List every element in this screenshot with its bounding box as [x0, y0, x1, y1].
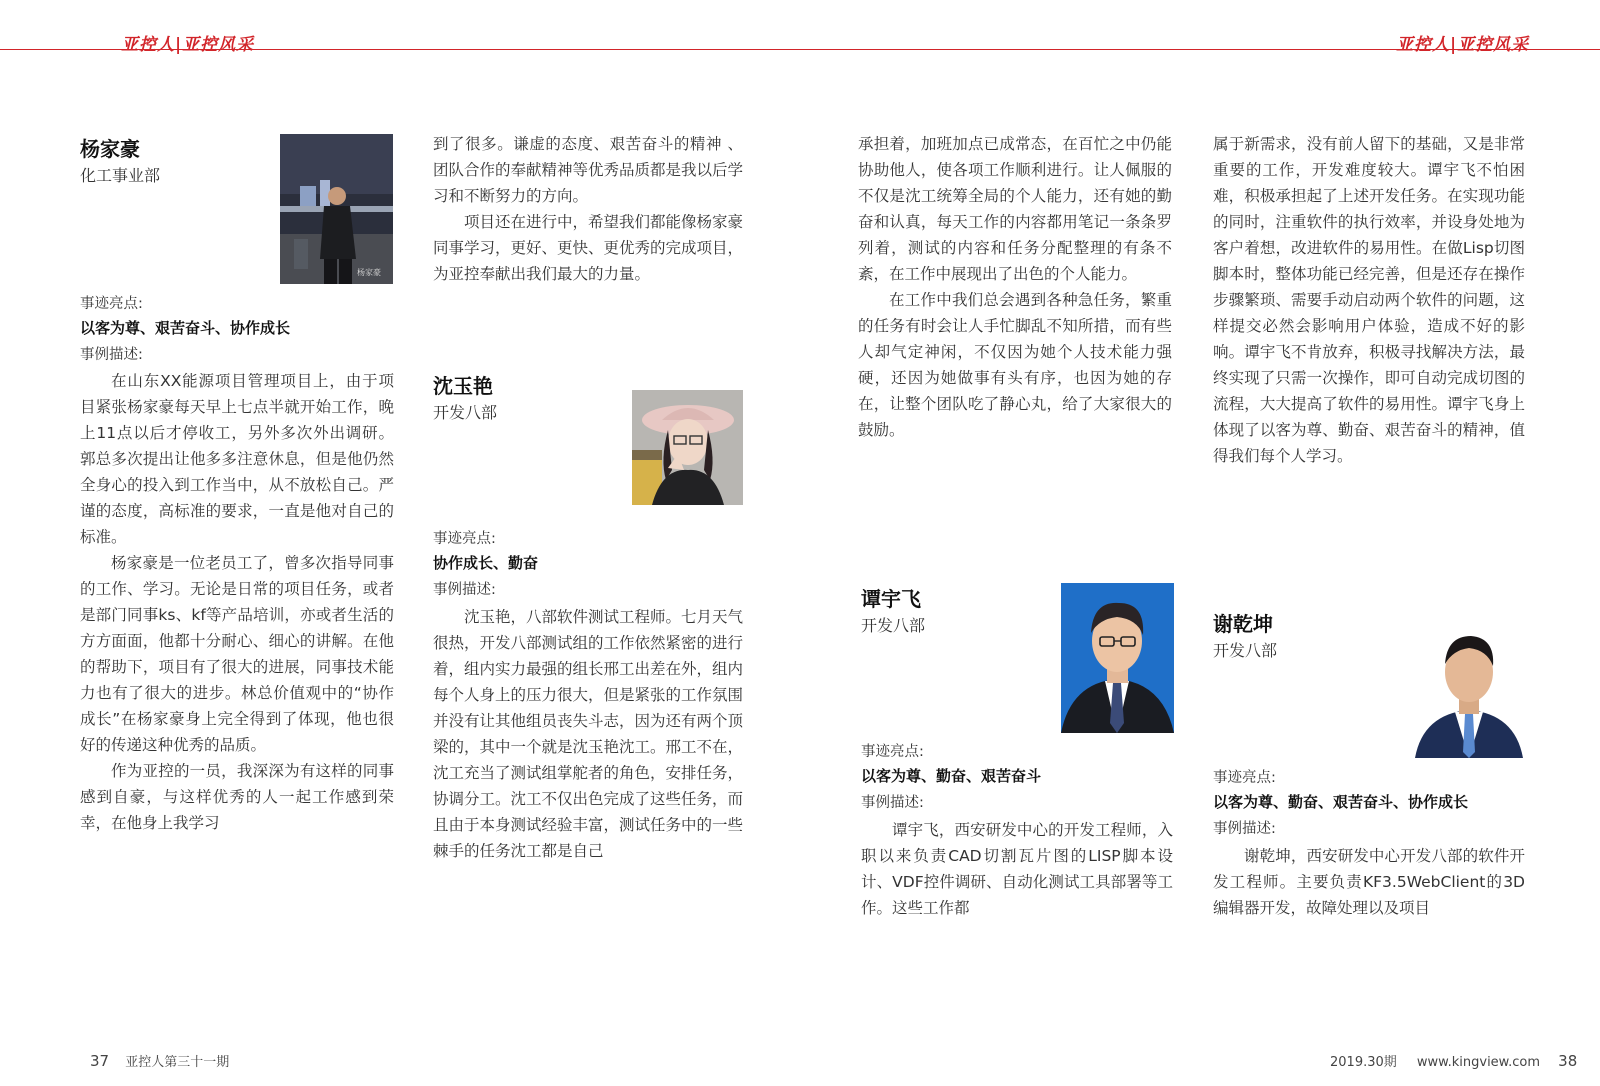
person-department: 开发八部 [433, 403, 498, 422]
header-brand-left: 亚控人|亚控风采 [121, 35, 255, 55]
description-label: 事例描述: [861, 795, 924, 811]
person-department: 开发八部 [861, 616, 926, 635]
highlights-label: 事迹亮点: [861, 744, 924, 760]
paragraph: 在山东XX能源项目管理项目上，由于项目紧张杨家豪每天早上七点半就开始工作，晚上11点以后才停收工，另外多次外出调研。郭总多次提出让他多多注意休息，但是他仍然全身心的投入到工作当中，从不放松自己。严谨的态度，高标准的要求，一直是他对自己的标准。 [80, 372, 394, 546]
footer-left [90, 1051, 229, 1070]
page-number-right: 38 [1558, 1052, 1578, 1070]
highlights-label: 事迹亮点: [433, 531, 496, 547]
description-body [433, 604, 743, 864]
footer-right [1330, 1051, 1577, 1070]
person-department: 化工事业部 [80, 166, 161, 185]
highlights-text: 以客为尊、勤奋、艰苦奋斗、协作成长 [1213, 793, 1469, 811]
highlights-text: 以客为尊、艰苦奋斗、协作成长 [80, 319, 291, 337]
highlights-label: 事迹亮点: [1213, 770, 1276, 786]
highlights-label: 事迹亮点: [80, 296, 143, 312]
paragraph: 谢乾坤，西安研发中心开发八部的软件开发工程师。主要负责KF3.5WebClient的3D编辑器开发，故障处理以及项目 [1213, 847, 1525, 917]
issue-title-left: 亚控人第三十一期 [125, 1055, 230, 1070]
paragraph: 沈玉艳，八部软件测试工程师。七月天气很热，开发八部测试组的工作依然紧密的进行着，组内实力最强的组长邢工出差在外，组内每个人身上的压力很大，但是紧张的工作氛围并没有让其他组员丧失斗志，因为还有两个顶梁的，其中一个就是沈玉艳沈工。邢工不在，沈工充当了测试组掌舵者的角色，安排任务，协调分工。沈工不仅出色完成了这些任务，而且由于本身测试经验丰富，测试任务中的一些棘手的任务沈工都是自己 [433, 608, 744, 860]
issue-number-right: 2019.30期 [1330, 1055, 1397, 1070]
paragraph: 杨家豪是一位老员工了，曾多次指导同事的工作、学习。无论是日常的项目任务，或者是部门同事ks、kf等产品培训，亦或者生活的方方面面，他都十分耐心、细心的讲解。在他的帮助下，项目有了很大的进展，同事技术能力也有了很大的进步。林总价值观中的“协作成长”在杨家豪身上完全得到了体现，他也很好的传递这种优秀的品质。 [80, 554, 394, 754]
paragraph: 项目还在进行中，希望我们都能像杨家豪同事学习，更好、更快、更优秀的完成项目，为亚控奉献出我们最大的力量。 [433, 213, 744, 283]
paragraph: 谭宇飞，西安研发中心的开发工程师，入职以来负责CAD切割瓦片图的LISP脚本设计、VDF控件调研、自动化测试工具部署等工作。这些工作都 [861, 821, 1173, 917]
person-name: 沈玉艳 [433, 374, 493, 398]
portrait-photo [280, 134, 393, 284]
paragraph: 作为亚控的一员，我深深为有这样的同事感到自豪，与这样优秀的人一起工作感到荣幸，在他身上我学习 [80, 762, 394, 832]
paragraph: 在工作中我们总会遇到各种急任务，繁重的任务有时会让人手忙脚乱不知所措，而有些人却气定神闲，不仅因为她个人技术能力强硬，还因为她做事有头有序，也因为她的存在，让整个团队吃了静心丸，给了大家很大的鼓励。 [858, 291, 1172, 439]
continued-text [433, 131, 743, 287]
person-department: 开发八部 [1213, 641, 1278, 660]
portrait-photo [1061, 583, 1174, 733]
portrait-photo [632, 390, 743, 505]
description-body [1213, 843, 1525, 921]
person-name: 谢乾坤 [1213, 612, 1273, 636]
description-label: 事例描述: [1213, 821, 1276, 837]
continued-text [858, 131, 1172, 443]
continued-text [1213, 131, 1525, 469]
description-body [80, 368, 394, 836]
page-number-left: 37 [90, 1052, 110, 1070]
highlights-text: 以客为尊、勤奋、艰苦奋斗 [861, 767, 1042, 785]
paragraph: 属于新需求，没有前人留下的基础，又是非常重要的工作，开发难度较大。谭宇飞不怕困难，积极承担起了上述开发任务。在实现功能的同时，注重软件的执行效率，并设身处地为客户着想，改进软件的易用性。在做Lisp切图脚本时，整体功能已经完善，但是还存在操作步骤繁琐、需要手动启动两个软件的问题，这样提交必然会影响用户体验，造成不好的影响。谭宇飞不肯放弃，积极寻找解决方法，最终实现了只需一次操作，即可自动完成切图的流程，大大提高了软件的易用性。谭宇飞身上体现了以客为尊、勤奋、艰苦奋斗的精神，值得我们每个人学习。 [1213, 135, 1525, 465]
paragraph: 承担着，加班加点已成常态，在百忙之中仍能协助他人，使各项工作顺利进行。让人佩服的不仅是沈工统筹全局的个人能力，还有她的勤奋和认真，每天工作的内容都用笔记一条条罗列着，测试的内容和任务分配整理的有条不紊，在工作中展现出了出色的个人能力。 [858, 135, 1172, 283]
highlights-text: 协作成长、勤奋 [433, 554, 539, 572]
portrait-photo [1413, 618, 1525, 758]
person-name: 杨家豪 [80, 137, 140, 161]
description-label: 事例描述: [433, 582, 496, 598]
description-label: 事例描述: [80, 347, 143, 363]
paragraph: 到了很多。谦虚的态度、艰苦奋斗的精神 、团队合作的奉献精神等优秀品质都是我以后学习和不断努力的方向。 [433, 135, 744, 205]
description-body [861, 817, 1173, 921]
header-brand-right: 亚控人|亚控风采 [1396, 35, 1530, 55]
photo-caption: 杨家豪 [357, 268, 381, 277]
person-name: 谭宇飞 [861, 587, 921, 611]
website-link[interactable]: www.kingview.com [1416, 1055, 1541, 1070]
